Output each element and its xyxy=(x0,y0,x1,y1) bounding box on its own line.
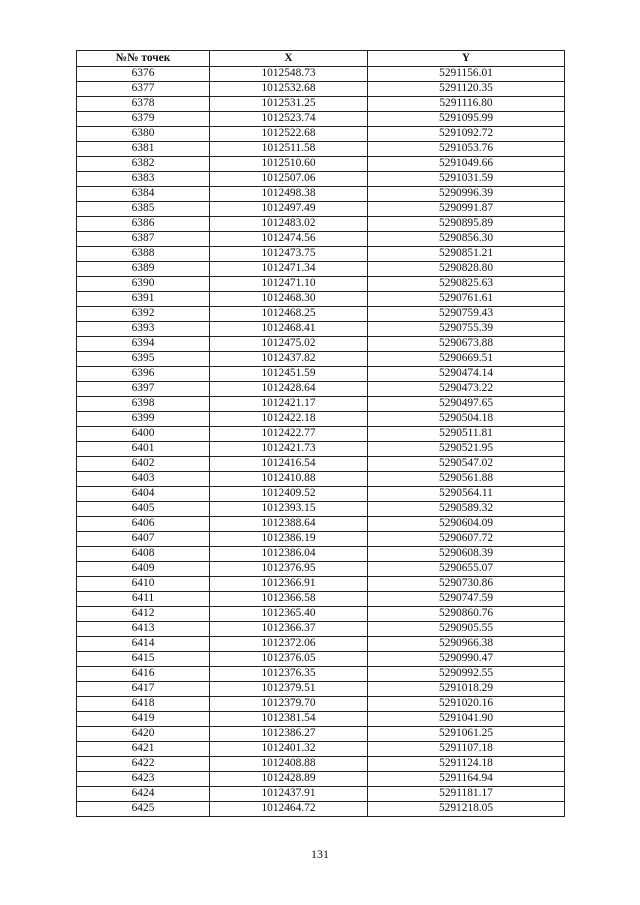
y-coordinate-cell: 5290828.80 xyxy=(368,262,565,277)
x-coordinate-cell: 1012471.10 xyxy=(210,277,368,292)
table-row xyxy=(77,412,565,427)
y-coordinate-cell: 5290589.32 xyxy=(368,502,565,517)
point-number-cell: 6407 xyxy=(77,532,210,547)
x-coordinate-cell: 1012372.06 xyxy=(210,637,368,652)
table-header xyxy=(77,51,565,67)
point-number-cell: 6389 xyxy=(77,262,210,277)
point-number-cell: 6402 xyxy=(77,457,210,472)
y-coordinate-cell: 5291107.18 xyxy=(368,742,565,757)
header-y: Y xyxy=(368,51,565,67)
table-row xyxy=(77,622,565,637)
x-coordinate-cell: 1012422.77 xyxy=(210,427,368,442)
table-row xyxy=(77,682,565,697)
table-row xyxy=(77,97,565,112)
y-coordinate-cell: 5290996.39 xyxy=(368,187,565,202)
y-coordinate-cell: 5291124.18 xyxy=(368,757,565,772)
table-row xyxy=(77,157,565,172)
x-coordinate-cell: 1012416.54 xyxy=(210,457,368,472)
x-coordinate-cell: 1012365.40 xyxy=(210,607,368,622)
point-number-cell: 6421 xyxy=(77,742,210,757)
table-row xyxy=(77,637,565,652)
y-coordinate-cell: 5290759.43 xyxy=(368,307,565,322)
table-row xyxy=(77,172,565,187)
x-coordinate-cell: 1012468.30 xyxy=(210,292,368,307)
x-coordinate-cell: 1012548.73 xyxy=(210,67,368,82)
y-coordinate-cell: 5290851.21 xyxy=(368,247,565,262)
point-number-cell: 6391 xyxy=(77,292,210,307)
point-number-cell: 6382 xyxy=(77,157,210,172)
y-coordinate-cell: 5290860.76 xyxy=(368,607,565,622)
point-number-cell: 6385 xyxy=(77,202,210,217)
x-coordinate-cell: 1012366.58 xyxy=(210,592,368,607)
x-coordinate-cell: 1012386.04 xyxy=(210,547,368,562)
table-row xyxy=(77,667,565,682)
point-number-cell: 6397 xyxy=(77,382,210,397)
y-coordinate-cell: 5290747.59 xyxy=(368,592,565,607)
y-coordinate-cell: 5290990.47 xyxy=(368,652,565,667)
y-coordinate-cell: 5290497.65 xyxy=(368,397,565,412)
point-number-cell: 6396 xyxy=(77,367,210,382)
x-coordinate-cell: 1012532.68 xyxy=(210,82,368,97)
table-row xyxy=(77,142,565,157)
y-coordinate-cell: 5290895.89 xyxy=(368,217,565,232)
point-number-cell: 6408 xyxy=(77,547,210,562)
y-coordinate-cell: 5290761.61 xyxy=(368,292,565,307)
table-row xyxy=(77,772,565,787)
table-row xyxy=(77,727,565,742)
point-number-cell: 6403 xyxy=(77,472,210,487)
y-coordinate-cell: 5291120.35 xyxy=(368,82,565,97)
table-body xyxy=(77,67,565,817)
point-number-cell: 6386 xyxy=(77,217,210,232)
y-coordinate-cell: 5291181.17 xyxy=(368,787,565,802)
x-coordinate-cell: 1012422.18 xyxy=(210,412,368,427)
x-coordinate-cell: 1012421.73 xyxy=(210,442,368,457)
point-number-cell: 6383 xyxy=(77,172,210,187)
y-coordinate-cell: 5291156.01 xyxy=(368,67,565,82)
table-row xyxy=(77,697,565,712)
point-number-cell: 6410 xyxy=(77,577,210,592)
table-row xyxy=(77,802,565,817)
y-coordinate-cell: 5291116.80 xyxy=(368,97,565,112)
x-coordinate-cell: 1012410.88 xyxy=(210,472,368,487)
point-number-cell: 6378 xyxy=(77,97,210,112)
x-coordinate-cell: 1012393.15 xyxy=(210,502,368,517)
x-coordinate-cell: 1012523.74 xyxy=(210,112,368,127)
y-coordinate-cell: 5291061.25 xyxy=(368,727,565,742)
table-row xyxy=(77,67,565,82)
y-coordinate-cell: 5291031.59 xyxy=(368,172,565,187)
x-coordinate-cell: 1012386.19 xyxy=(210,532,368,547)
x-coordinate-cell: 1012531.25 xyxy=(210,97,368,112)
table-row xyxy=(77,307,565,322)
point-number-cell: 6423 xyxy=(77,772,210,787)
x-coordinate-cell: 1012401.32 xyxy=(210,742,368,757)
x-coordinate-cell: 1012388.64 xyxy=(210,517,368,532)
table-row xyxy=(77,592,565,607)
y-coordinate-cell: 5291018.29 xyxy=(368,682,565,697)
table-row xyxy=(77,382,565,397)
point-number-cell: 6393 xyxy=(77,322,210,337)
y-coordinate-cell: 5290755.39 xyxy=(368,322,565,337)
table-row xyxy=(77,457,565,472)
table-row xyxy=(77,652,565,667)
x-coordinate-cell: 1012428.89 xyxy=(210,772,368,787)
x-coordinate-cell: 1012428.64 xyxy=(210,382,368,397)
x-coordinate-cell: 1012376.05 xyxy=(210,652,368,667)
x-coordinate-cell: 1012386.27 xyxy=(210,727,368,742)
table-row xyxy=(77,262,565,277)
y-coordinate-cell: 5291095.99 xyxy=(368,112,565,127)
point-number-cell: 6401 xyxy=(77,442,210,457)
table-header-row xyxy=(77,51,565,67)
x-coordinate-cell: 1012376.95 xyxy=(210,562,368,577)
x-coordinate-cell: 1012474.56 xyxy=(210,232,368,247)
y-coordinate-cell: 5291049.66 xyxy=(368,157,565,172)
point-number-cell: 6380 xyxy=(77,127,210,142)
x-coordinate-cell: 1012376.35 xyxy=(210,667,368,682)
point-number-cell: 6411 xyxy=(77,592,210,607)
y-coordinate-cell: 5290521.95 xyxy=(368,442,565,457)
point-number-cell: 6399 xyxy=(77,412,210,427)
point-number-cell: 6406 xyxy=(77,517,210,532)
y-coordinate-cell: 5290905.55 xyxy=(368,622,565,637)
point-number-cell: 6379 xyxy=(77,112,210,127)
x-coordinate-cell: 1012511.58 xyxy=(210,142,368,157)
point-number-cell: 6388 xyxy=(77,247,210,262)
x-coordinate-cell: 1012437.82 xyxy=(210,352,368,367)
point-number-cell: 6414 xyxy=(77,637,210,652)
point-number-cell: 6416 xyxy=(77,667,210,682)
table-row xyxy=(77,607,565,622)
x-coordinate-cell: 1012522.68 xyxy=(210,127,368,142)
table-row xyxy=(77,112,565,127)
table-row xyxy=(77,577,565,592)
table-row xyxy=(77,502,565,517)
point-number-cell: 6404 xyxy=(77,487,210,502)
x-coordinate-cell: 1012421.17 xyxy=(210,397,368,412)
y-coordinate-cell: 5291020.16 xyxy=(368,697,565,712)
point-number-cell: 6395 xyxy=(77,352,210,367)
x-coordinate-cell: 1012468.25 xyxy=(210,307,368,322)
point-number-cell: 6405 xyxy=(77,502,210,517)
point-number-cell: 6390 xyxy=(77,277,210,292)
table-row xyxy=(77,787,565,802)
point-number-cell: 6387 xyxy=(77,232,210,247)
table-row xyxy=(77,82,565,97)
y-coordinate-cell: 5290608.39 xyxy=(368,547,565,562)
y-coordinate-cell: 5291218.05 xyxy=(368,802,565,817)
y-coordinate-cell: 5290991.87 xyxy=(368,202,565,217)
table-row xyxy=(77,712,565,727)
y-coordinate-cell: 5290856.30 xyxy=(368,232,565,247)
y-coordinate-cell: 5290966.38 xyxy=(368,637,565,652)
table-row xyxy=(77,127,565,142)
x-coordinate-cell: 1012408.88 xyxy=(210,757,368,772)
y-coordinate-cell: 5290607.72 xyxy=(368,532,565,547)
x-coordinate-cell: 1012507.06 xyxy=(210,172,368,187)
table-row xyxy=(77,337,565,352)
y-coordinate-cell: 5291164.94 xyxy=(368,772,565,787)
table-row xyxy=(77,352,565,367)
table-row xyxy=(77,367,565,382)
point-number-cell: 6415 xyxy=(77,652,210,667)
table-row xyxy=(77,442,565,457)
table-row xyxy=(77,247,565,262)
point-number-cell: 6420 xyxy=(77,727,210,742)
y-coordinate-cell: 5290673.88 xyxy=(368,337,565,352)
x-coordinate-cell: 1012379.70 xyxy=(210,697,368,712)
y-coordinate-cell: 5290669.51 xyxy=(368,352,565,367)
x-coordinate-cell: 1012366.37 xyxy=(210,622,368,637)
x-coordinate-cell: 1012366.91 xyxy=(210,577,368,592)
table-row xyxy=(77,472,565,487)
x-coordinate-cell: 1012475.02 xyxy=(210,337,368,352)
point-number-cell: 6381 xyxy=(77,142,210,157)
x-coordinate-cell: 1012379.51 xyxy=(210,682,368,697)
y-coordinate-cell: 5290655.07 xyxy=(368,562,565,577)
y-coordinate-cell: 5290511.81 xyxy=(368,427,565,442)
page-number: 131 xyxy=(311,847,329,861)
table-row xyxy=(77,487,565,502)
x-coordinate-cell: 1012464.72 xyxy=(210,802,368,817)
x-coordinate-cell: 1012471.34 xyxy=(210,262,368,277)
x-coordinate-cell: 1012468.41 xyxy=(210,322,368,337)
point-number-cell: 6376 xyxy=(77,67,210,82)
x-coordinate-cell: 1012510.60 xyxy=(210,157,368,172)
point-number-cell: 6377 xyxy=(77,82,210,97)
y-coordinate-cell: 5290474.14 xyxy=(368,367,565,382)
y-coordinate-cell: 5290561.88 xyxy=(368,472,565,487)
x-coordinate-cell: 1012381.54 xyxy=(210,712,368,727)
x-coordinate-cell: 1012497.49 xyxy=(210,202,368,217)
point-number-cell: 6384 xyxy=(77,187,210,202)
table-row xyxy=(77,277,565,292)
point-number-cell: 6418 xyxy=(77,697,210,712)
table-row xyxy=(77,187,565,202)
point-number-cell: 6413 xyxy=(77,622,210,637)
point-number-cell: 6422 xyxy=(77,757,210,772)
x-coordinate-cell: 1012451.59 xyxy=(210,367,368,382)
table-row xyxy=(77,427,565,442)
table-row xyxy=(77,757,565,772)
table-row xyxy=(77,517,565,532)
table-row xyxy=(77,742,565,757)
y-coordinate-cell: 5291092.72 xyxy=(368,127,565,142)
x-coordinate-cell: 1012483.02 xyxy=(210,217,368,232)
point-number-cell: 6417 xyxy=(77,682,210,697)
y-coordinate-cell: 5290564.11 xyxy=(368,487,565,502)
y-coordinate-cell: 5290473.22 xyxy=(368,382,565,397)
y-coordinate-cell: 5291053.76 xyxy=(368,142,565,157)
table-row xyxy=(77,562,565,577)
header-point-number: №№ точек xyxy=(77,51,210,67)
point-number-cell: 6412 xyxy=(77,607,210,622)
table-row xyxy=(77,292,565,307)
y-coordinate-cell: 5290730.86 xyxy=(368,577,565,592)
x-coordinate-cell: 1012473.75 xyxy=(210,247,368,262)
x-coordinate-cell: 1012498.38 xyxy=(210,187,368,202)
y-coordinate-cell: 5290992.55 xyxy=(368,667,565,682)
x-coordinate-cell: 1012409.52 xyxy=(210,487,368,502)
point-number-cell: 6409 xyxy=(77,562,210,577)
table-row xyxy=(77,322,565,337)
coordinates-table xyxy=(76,50,565,817)
point-number-cell: 6424 xyxy=(77,787,210,802)
point-number-cell: 6398 xyxy=(77,397,210,412)
table-row xyxy=(77,547,565,562)
table-row xyxy=(77,217,565,232)
table-row xyxy=(77,397,565,412)
y-coordinate-cell: 5291041.90 xyxy=(368,712,565,727)
y-coordinate-cell: 5290547.02 xyxy=(368,457,565,472)
point-number-cell: 6419 xyxy=(77,712,210,727)
point-number-cell: 6400 xyxy=(77,427,210,442)
header-x: X xyxy=(210,51,368,67)
point-number-cell: 6392 xyxy=(77,307,210,322)
y-coordinate-cell: 5290825.63 xyxy=(368,277,565,292)
table-row xyxy=(77,532,565,547)
table-row xyxy=(77,232,565,247)
table-row xyxy=(77,202,565,217)
point-number-cell: 6425 xyxy=(77,802,210,817)
y-coordinate-cell: 5290504.18 xyxy=(368,412,565,427)
y-coordinate-cell: 5290604.09 xyxy=(368,517,565,532)
x-coordinate-cell: 1012437.91 xyxy=(210,787,368,802)
point-number-cell: 6394 xyxy=(77,337,210,352)
